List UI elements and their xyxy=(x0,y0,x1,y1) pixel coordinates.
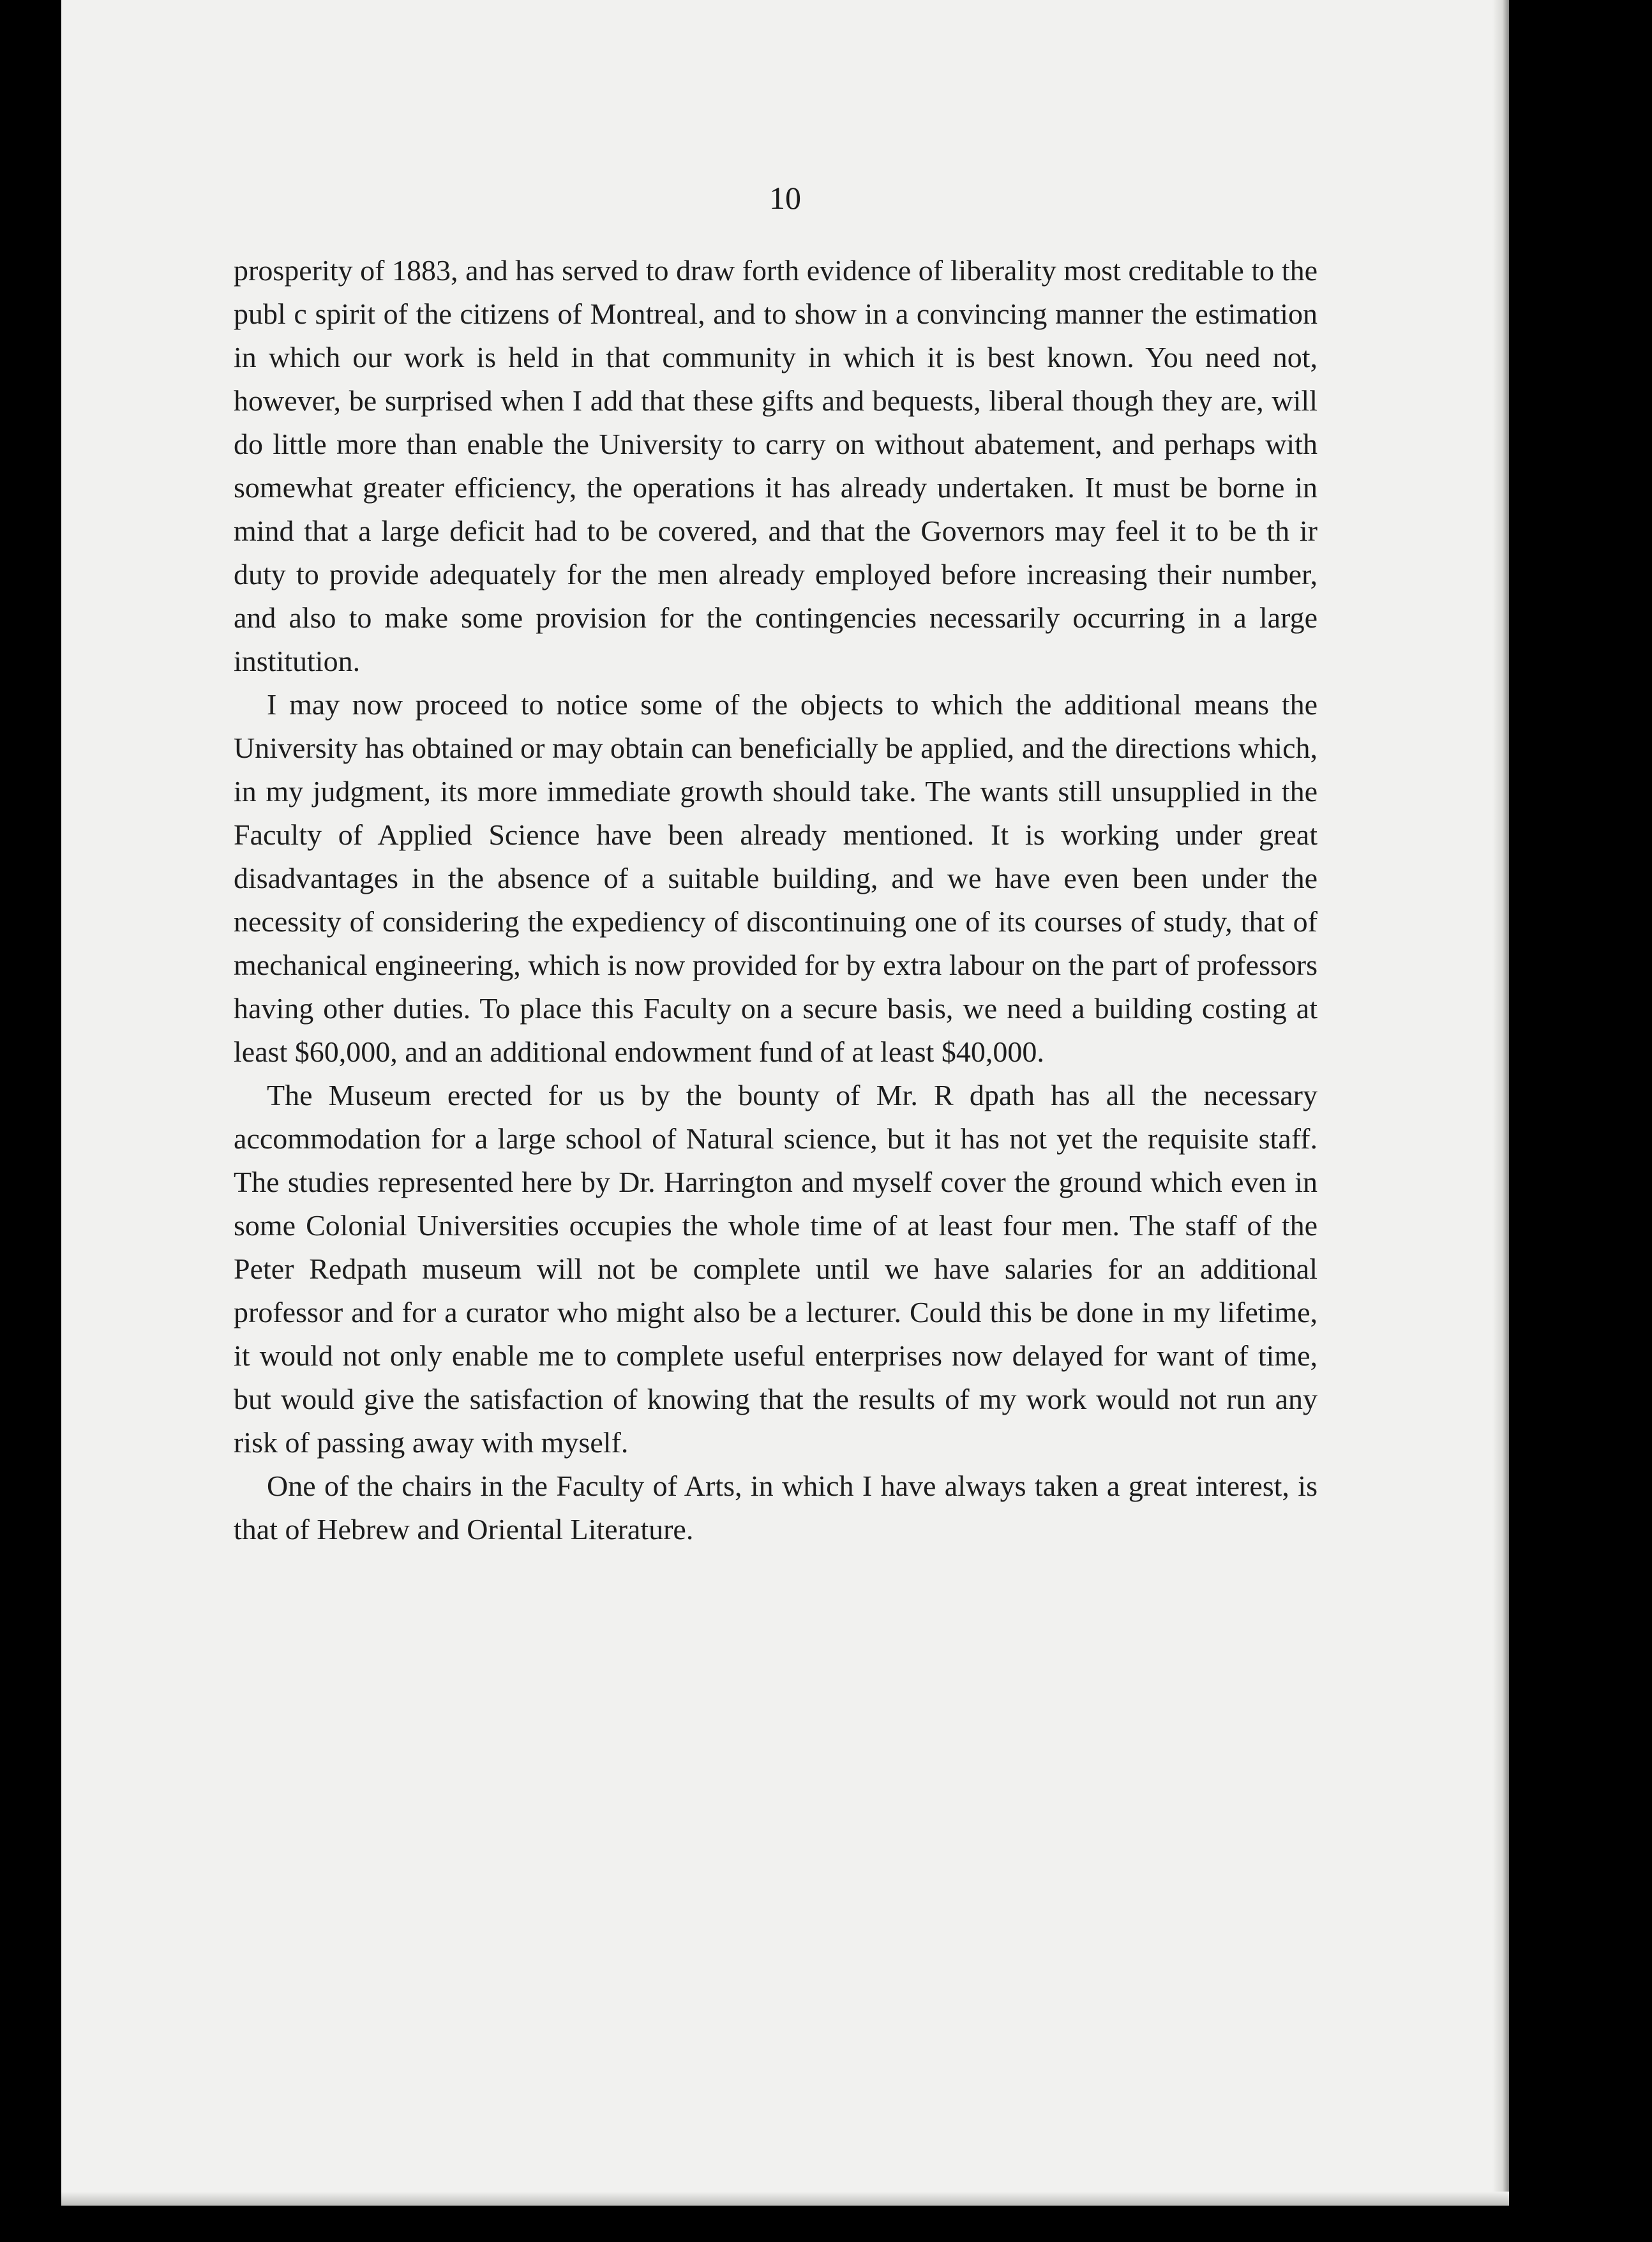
body-text xyxy=(234,249,1318,1551)
paragraph-2: I may now proceed to notice some of the objects to which the additional means the University has obtained or may obtain can beneficially be applied, and the directions which, in my judgment, its more immediate growth should take. The wants still unsupplied in the Faculty of Applied Science have been already mentioned. It is working under great disadvantages in the absence of a suitable building, and we have even been under the necessity of considering the expediency of discontinuing one of its courses of study, that of mechanical engineering, which is now provided for by extra labour on the part of professors having other duties. To place this Faculty on a secure basis, we need a building costing at least $60,000, and an additional endowment fund of at least $40,000. xyxy=(234,688,1318,1068)
page-edge-bottom xyxy=(61,2192,1509,2206)
paragraph-1: prosperity of 1883, and has served to draw forth evidence of liberality most creditable to the publ c spirit of the citizens of Montreal, and to show in a convincing manner the estimation in which our work is held in that community in which it is best known. You need not, however, be surprised when I add that these gifts and bequests, liberal though they are, will do little more than enable the University to carry on without abatement, and perhaps with somewhat greater efficiency, the operations it has already undertaken. It must be borne in mind that a large deficit had to be covered, and that the Governors may feel it to be th ir duty to provide adequately for the men already employed before increasing their number, and also to make some provision for the contingencies necessarily occurring in a large institution. xyxy=(234,254,1318,677)
paragraph-3: The Museum erected for us by the bounty of Mr. R dpath has all the necessary accommodation for a large school of Natural science, but it has not yet the requisite staff. The studies represented here by Dr. Harrington and myself cover the ground which even in some Colonial Universities occupies the whole time of at least four men. The staff of the Peter Redpath museum will not be complete until we have salaries for an additional professor and for a curator who might also be a lecturer. Could this be done in my lifetime, it would not only enable me to complete useful enterprises now delayed for want of time, but would give the satisfaction of knowing that the results of my work would not run any risk of passing away with myself. xyxy=(234,1079,1318,1459)
page-edge-right xyxy=(1492,0,1509,2206)
scan-border-right xyxy=(1509,0,1652,2242)
scan-border-left xyxy=(0,0,61,2242)
document-page xyxy=(61,0,1509,2206)
page-number: 10 xyxy=(769,180,801,216)
scan-border-bottom xyxy=(0,2206,1652,2242)
paragraph-4: One of the chairs in the Faculty of Arts, in which I have always taken a great interest, is that of Hebrew and Oriental Literature. xyxy=(234,1470,1318,1546)
